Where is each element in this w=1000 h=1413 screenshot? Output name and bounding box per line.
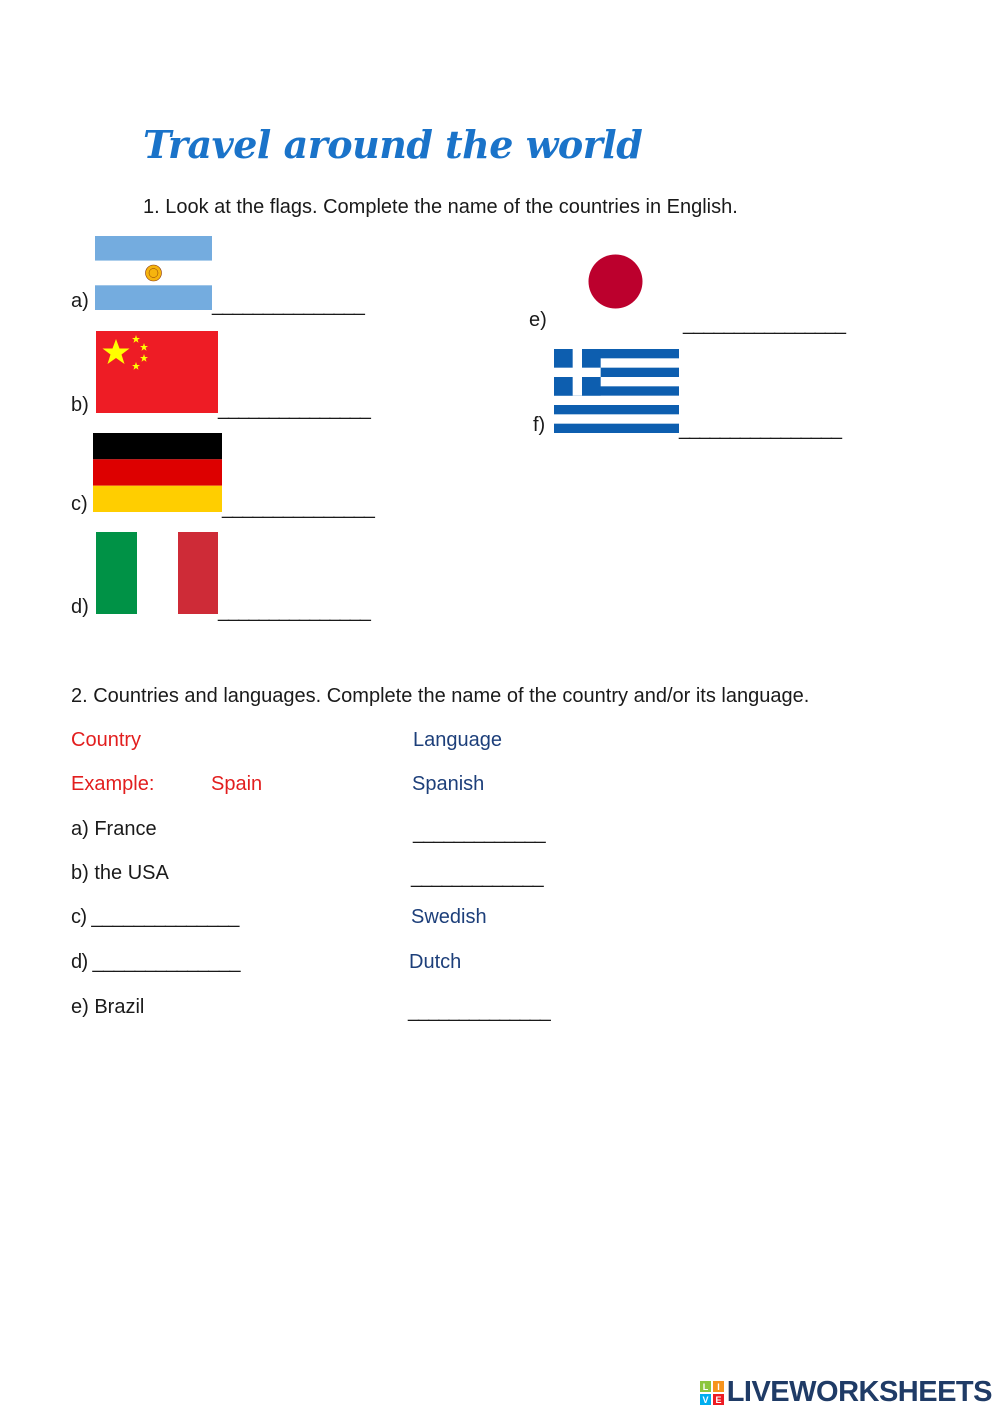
logo-letter-i: I	[716, 1381, 720, 1392]
item-e-blank[interactable]: ________________	[683, 313, 845, 335]
header-country: Country	[71, 729, 142, 751]
row-b-language-blank[interactable]: _____________	[411, 866, 543, 888]
logo-text: LIVEWORKSHEETS	[726, 1376, 992, 1408]
row-c-country-blank[interactable]: c) ______________	[71, 906, 239, 928]
header-language: Language	[413, 729, 502, 751]
row-a-country: a) France	[71, 818, 157, 840]
item-b-label: b)	[71, 394, 89, 416]
logo-grid-icon	[700, 1381, 724, 1405]
logo-letter-e: E	[715, 1394, 722, 1405]
item-c-label: c)	[71, 493, 88, 515]
example-country: Spain	[211, 773, 263, 795]
item-f-blank[interactable]: ________________	[679, 418, 841, 440]
row-d-language: Dutch	[409, 951, 462, 973]
argentina-flag	[95, 236, 212, 310]
japan-flag	[588, 254, 643, 309]
item-e-label: e)	[529, 309, 547, 331]
italy-flag	[96, 532, 218, 614]
item-b-blank[interactable]: _______________	[218, 398, 370, 420]
logo-letter-l: L	[702, 1381, 708, 1392]
exercise1-instruction: 1. Look at the flags. Complete the name of the countries in English.	[143, 196, 738, 218]
example-language: Spanish	[412, 773, 485, 795]
item-d-label: d)	[71, 596, 89, 618]
row-e-language-blank[interactable]: ______________	[408, 1000, 550, 1022]
item-d-blank[interactable]: _______________	[218, 600, 370, 622]
item-c-blank[interactable]: _______________	[222, 497, 374, 519]
item-a-blank[interactable]: _______________	[212, 294, 364, 316]
china-flag	[96, 331, 218, 413]
logo-letter-v: V	[702, 1394, 709, 1405]
item-a-label: a)	[71, 290, 89, 312]
example-label: Example:	[71, 773, 155, 795]
greece-flag	[554, 349, 679, 433]
page-title: Travel around the world	[143, 122, 643, 167]
row-a-language-blank[interactable]: _____________	[413, 822, 545, 844]
germany-flag	[93, 433, 222, 512]
item-f-label: f)	[533, 414, 546, 436]
row-e-country: e) Brazil	[71, 996, 145, 1018]
row-c-language: Swedish	[411, 906, 487, 928]
row-d-country-blank[interactable]: d) ______________	[71, 951, 240, 973]
row-b-country: b) the USA	[71, 862, 169, 884]
exercise2-instruction: 2. Countries and languages. Complete the name of the country and/or its language.	[71, 685, 810, 707]
liveworksheets-logo	[700, 1376, 992, 1409]
